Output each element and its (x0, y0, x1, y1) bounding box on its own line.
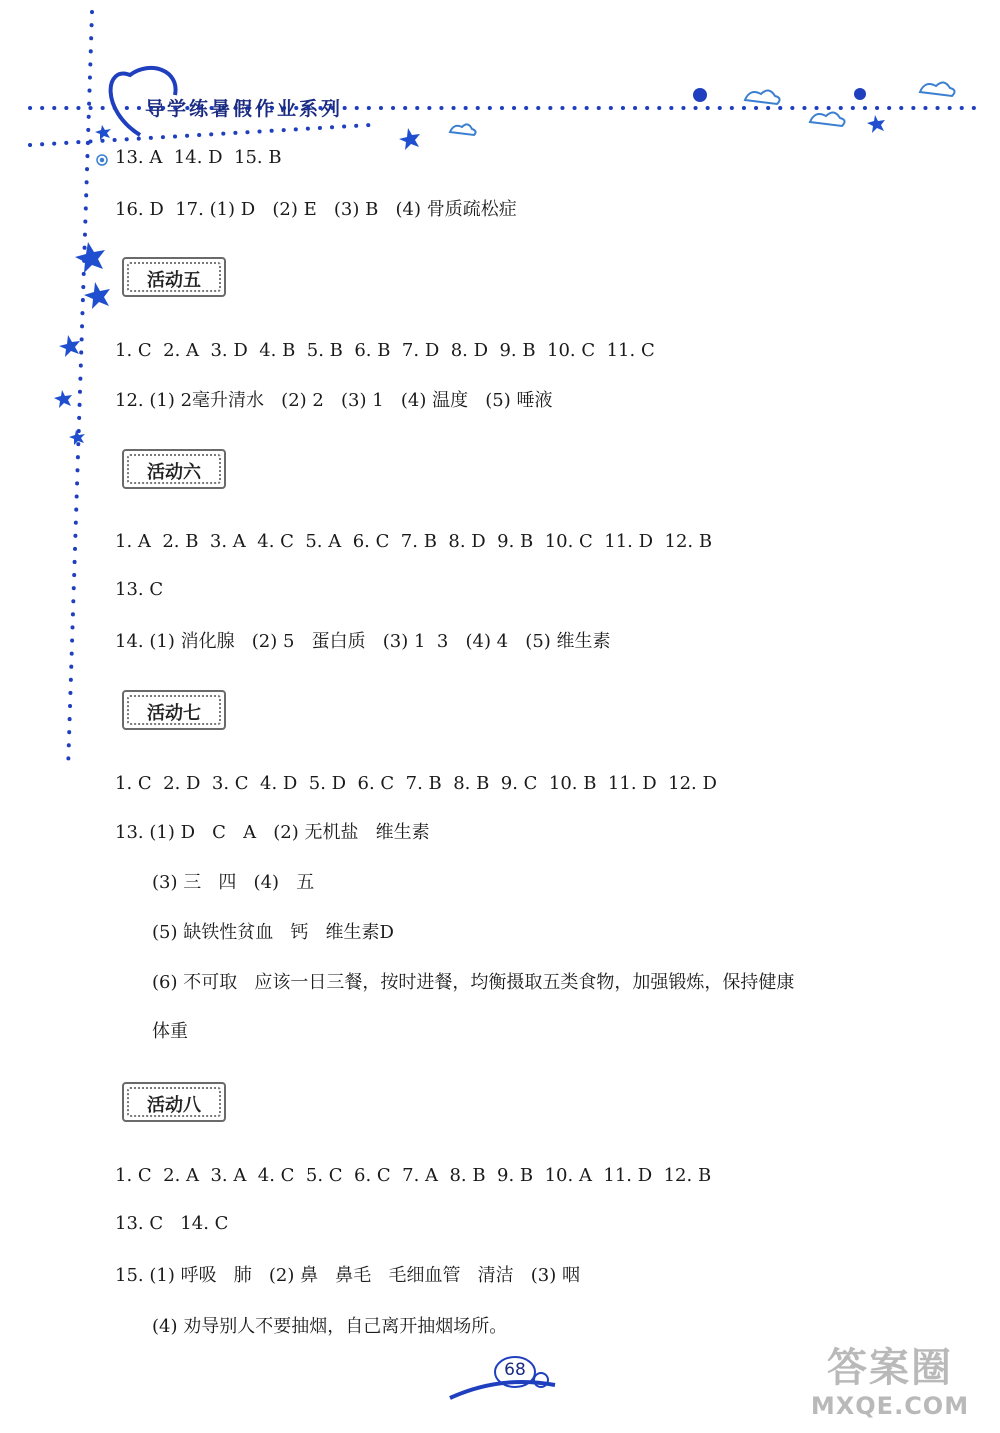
section-badge-activity-6 (122, 449, 226, 489)
watermark (790, 1344, 990, 1420)
answer-line: 13. C (115, 579, 164, 600)
answer-line: 1. A 2. B 3. A 4. C 5. A 6. C 7. B 8. D 9. B 10. C 11. D 12. B (115, 531, 713, 552)
section-label: 活动八 (147, 1095, 201, 1116)
answer-line: 1. C 2. A 3. D 4. B 5. B 6. B 7. D 8. D 9. B 10. C 11. C (115, 340, 655, 361)
answer-line: 15. (1) 呼吸 肺 (2) 鼻 鼻毛 毛细血管 清洁 (3) 咽 (115, 1265, 580, 1286)
answer-line: 1. C 2. D 3. C 4. D 5. D 6. C 7. B 8. B 9. C 10. B 11. D 12. D (115, 773, 717, 794)
answer-line: 13. (1) D C A (2) 无机盐 维生素 (115, 822, 430, 843)
section-label: 活动五 (147, 270, 201, 291)
answer-line: 体重 (152, 1021, 188, 1042)
answer-line: (6) 不可取 应该一日三餐，按时进餐，均衡摄取五类食物，加强锻炼，保持健康 (152, 972, 795, 993)
answer-line: 13. A 14. D 15. B (115, 147, 282, 168)
flower-icon (97, 155, 107, 165)
section-badge-activity-7 (122, 690, 226, 730)
answer-line: (5) 缺铁性贫血 钙 维生素D (152, 922, 394, 943)
series-title: 导学练暑假作业系列 (145, 98, 344, 120)
section-label: 活动六 (147, 462, 201, 483)
answer-line: (3) 三 四 (4) 五 (152, 872, 315, 893)
answer-line: 12. (1) 2毫升清水 (2) 2 (3) 1 (4) 温度 (5) 唾液 (115, 390, 553, 411)
answer-line: 13. C 14. C (115, 1213, 229, 1234)
section-badge-activity-5 (122, 257, 226, 297)
section-badge-activity-8 (122, 1082, 226, 1122)
section-label: 活动七 (147, 703, 201, 724)
answer-line: 16. D 17. (1) D (2) E (3) B (4) 骨质疏松症 (115, 199, 517, 220)
page-number: 68 (504, 1360, 526, 1380)
answer-line: (4) 劝导别人不要抽烟，自己离开抽烟场所。 (152, 1316, 508, 1337)
answer-line: 1. C 2. A 3. A 4. C 5. C 6. C 7. A 8. B 9. B 10. A 11. D 12. B (115, 1165, 712, 1186)
answer-line: 14. (1) 消化腺 (2) 5 蛋白质 (3) 1 3 (4) 4 (5) 维生素 (115, 631, 611, 652)
watermark-line2: MXQE.COM (810, 1392, 970, 1420)
watermark-line1: 答案圈 (827, 1345, 953, 1391)
